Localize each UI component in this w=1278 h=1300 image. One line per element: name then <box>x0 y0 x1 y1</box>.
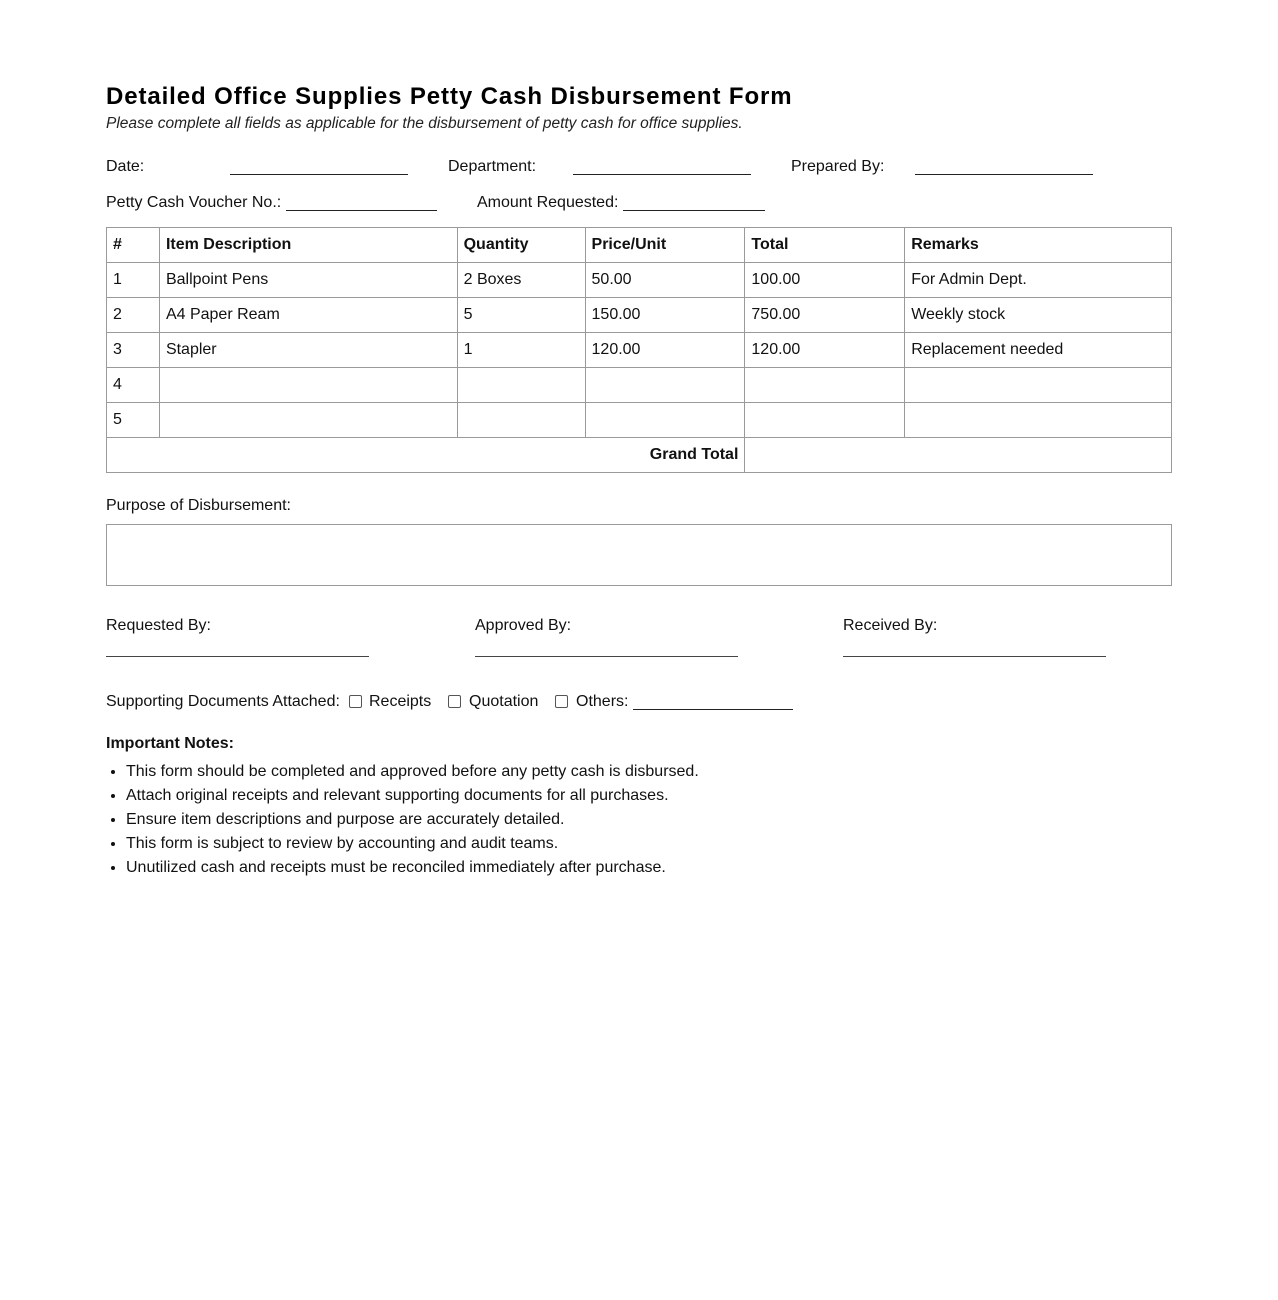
form-page <box>106 82 1172 880</box>
list-item: • Attach original receipts and relevant supporting documents for all purchases. <box>126 784 1172 808</box>
department-label: Department: <box>448 158 537 175</box>
quotation-label: Quotation <box>469 693 539 710</box>
cell-number: 5 <box>107 403 160 438</box>
voucher-label: Petty Cash Voucher No.: <box>106 194 282 211</box>
cell-item-description[interactable]: Stapler <box>159 333 457 368</box>
cell-quantity[interactable]: 2 Boxes <box>457 263 585 298</box>
supporting-documents-row <box>106 692 1172 716</box>
cell-total[interactable]: 100.00 <box>745 263 905 298</box>
cell-total[interactable] <box>745 368 905 403</box>
voucher-field[interactable] <box>286 210 437 211</box>
cell-quantity[interactable]: 5 <box>457 298 585 333</box>
header-fields-row-2 <box>106 193 1172 217</box>
amount-requested-field[interactable] <box>623 210 765 211</box>
department-field[interactable] <box>573 174 751 175</box>
cell-number: 3 <box>107 333 160 368</box>
purpose-label: Purpose of Disbursement: <box>106 497 291 514</box>
list-item: • Unutilized cash and receipts must be reconciled immediately after purchase. <box>126 856 1172 880</box>
col-header-price-unit: Price/Unit <box>585 228 745 263</box>
cell-item-description[interactable]: Ballpoint Pens <box>159 263 457 298</box>
approved-by-label: Approved By: <box>475 617 572 634</box>
col-header-quantity: Quantity <box>457 228 585 263</box>
table-header-row <box>107 228 1172 263</box>
cell-item-description[interactable] <box>159 403 457 438</box>
table-row <box>107 368 1172 403</box>
list-item: • Ensure item descriptions and purpose are accurately detailed. <box>126 808 1172 832</box>
col-header-total: Total <box>745 228 905 263</box>
cell-number: 2 <box>107 298 160 333</box>
receipts-checkbox[interactable] <box>349 695 362 708</box>
notes-list <box>106 760 1172 880</box>
requested-by-signature-line[interactable] <box>106 656 369 657</box>
table-row <box>107 403 1172 438</box>
cell-remarks[interactable] <box>905 403 1172 438</box>
amount-requested-label: Amount Requested: <box>477 194 619 211</box>
cell-quantity[interactable]: 1 <box>457 333 585 368</box>
table-row <box>107 263 1172 298</box>
supporting-documents-label: Supporting Documents Attached: <box>106 693 340 710</box>
receipts-label: Receipts <box>369 693 432 710</box>
others-label: Others: <box>576 693 629 710</box>
cell-price-unit[interactable]: 120.00 <box>585 333 745 368</box>
list-item: • This form is subject to review by accounting and audit teams. <box>126 832 1172 856</box>
cell-remarks[interactable]: Weekly stock <box>905 298 1172 333</box>
prepared-by-field[interactable] <box>915 174 1093 175</box>
cell-quantity[interactable] <box>457 368 585 403</box>
form-title: Detailed Office Supplies Petty Cash Disbursement Form <box>106 83 793 110</box>
date-label: Date: <box>106 158 145 175</box>
received-by-block <box>843 616 1106 636</box>
requested-by-block <box>106 616 369 636</box>
cell-remarks[interactable]: For Admin Dept. <box>905 263 1172 298</box>
table-row <box>107 298 1172 333</box>
approved-by-block <box>475 616 738 636</box>
cell-price-unit[interactable]: 50.00 <box>585 263 745 298</box>
cell-remarks[interactable] <box>905 368 1172 403</box>
cell-number: 1 <box>107 263 160 298</box>
signature-section <box>106 616 1172 678</box>
grand-total-value[interactable] <box>745 438 1172 473</box>
quotation-checkbox[interactable] <box>448 695 461 708</box>
others-checkbox[interactable] <box>555 695 568 708</box>
grand-total-row <box>107 438 1172 473</box>
purpose-input[interactable] <box>106 524 1172 586</box>
cell-number: 4 <box>107 368 160 403</box>
cell-total[interactable]: 120.00 <box>745 333 905 368</box>
approved-by-signature-line[interactable] <box>475 656 738 657</box>
cell-price-unit[interactable] <box>585 403 745 438</box>
cell-price-unit[interactable]: 150.00 <box>585 298 745 333</box>
prepared-by-label: Prepared By: <box>791 158 885 175</box>
cell-quantity[interactable] <box>457 403 585 438</box>
cell-item-description[interactable] <box>159 368 457 403</box>
cell-total[interactable] <box>745 403 905 438</box>
grand-total-label: Grand Total <box>107 438 745 473</box>
col-header-item-description: Item Description <box>159 228 457 263</box>
items-table <box>106 227 1172 473</box>
notes-title: Important Notes: <box>106 735 234 752</box>
received-by-label: Received By: <box>843 617 938 634</box>
cell-total[interactable]: 750.00 <box>745 298 905 333</box>
cell-price-unit[interactable] <box>585 368 745 403</box>
date-field[interactable] <box>230 174 408 175</box>
requested-by-label: Requested By: <box>106 617 211 634</box>
form-subtitle: Please complete all fields as applicable for the disbursement of petty cash for office supplies. <box>106 115 743 132</box>
cell-item-description[interactable]: A4 Paper Ream <box>159 298 457 333</box>
cell-remarks[interactable]: Replacement needed <box>905 333 1172 368</box>
col-header-remarks: Remarks <box>905 228 1172 263</box>
table-row <box>107 333 1172 368</box>
col-header-number: # <box>107 228 160 263</box>
received-by-signature-line[interactable] <box>843 656 1106 657</box>
others-field[interactable] <box>633 709 793 710</box>
header-fields-row-1 <box>106 157 1172 181</box>
list-item: • This form should be completed and approved before any petty cash is disbursed. <box>126 760 1172 784</box>
